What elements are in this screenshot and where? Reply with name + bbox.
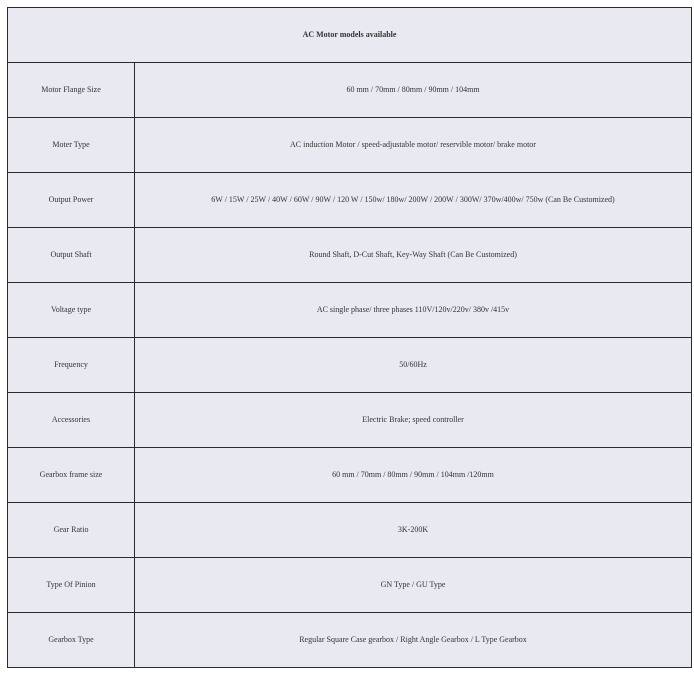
table-row [8, 173, 692, 228]
row-value: GN Type / GU Type [135, 558, 692, 613]
row-label: Voltage type [8, 283, 135, 338]
table-title-row [8, 8, 692, 63]
row-value: 60 mm / 70mm / 80mm / 90mm / 104mm [135, 63, 692, 118]
table-row [8, 228, 692, 283]
row-label: Gearbox frame size [8, 448, 135, 503]
row-value: Electric Brake; speed controller [135, 393, 692, 448]
specifications-table [7, 7, 692, 668]
table-row [8, 118, 692, 173]
row-value: 60 mm / 70mm / 80mm / 90mm / 104mm /120mm [135, 448, 692, 503]
row-value: 6W / 15W / 25W / 40W / 60W / 90W / 120 W / 150w/ 180w/ 200W / 200W / 300W/ 370w/400w/ 750w (Can Be Customized) [135, 173, 692, 228]
row-label: Output Power [8, 173, 135, 228]
table-row [8, 338, 692, 393]
table-row [8, 63, 692, 118]
row-label: Gear Ratio [8, 503, 135, 558]
row-value: 50/60Hz [135, 338, 692, 393]
table-row [8, 283, 692, 338]
row-label: Type Of Pinion [8, 558, 135, 613]
row-label: Moter Type [8, 118, 135, 173]
table-row [8, 393, 692, 448]
row-label: Accessories [8, 393, 135, 448]
table-row [8, 503, 692, 558]
row-label: Motor Flange Size [8, 63, 135, 118]
row-label: Output Shaft [8, 228, 135, 283]
row-value: AC induction Motor / speed-adjustable motor/ reservible motor/ brake motor [135, 118, 692, 173]
row-value: 3K-200K [135, 503, 692, 558]
table-title: AC Motor models available [8, 8, 692, 63]
row-value: AC single phase/ three phases 110V/120v/220v/ 380v /415v [135, 283, 692, 338]
row-label: Gearbox Type [8, 613, 135, 668]
table-row [8, 558, 692, 613]
row-label: Frequency [8, 338, 135, 393]
table-row [8, 448, 692, 503]
row-value: Round Shaft, D-Cut Shaft, Key-Way Shaft (Can Be Customized) [135, 228, 692, 283]
row-value: Regular Square Case gearbox / Right Angle Gearbox / L Type Gearbox [135, 613, 692, 668]
table-row [8, 613, 692, 668]
